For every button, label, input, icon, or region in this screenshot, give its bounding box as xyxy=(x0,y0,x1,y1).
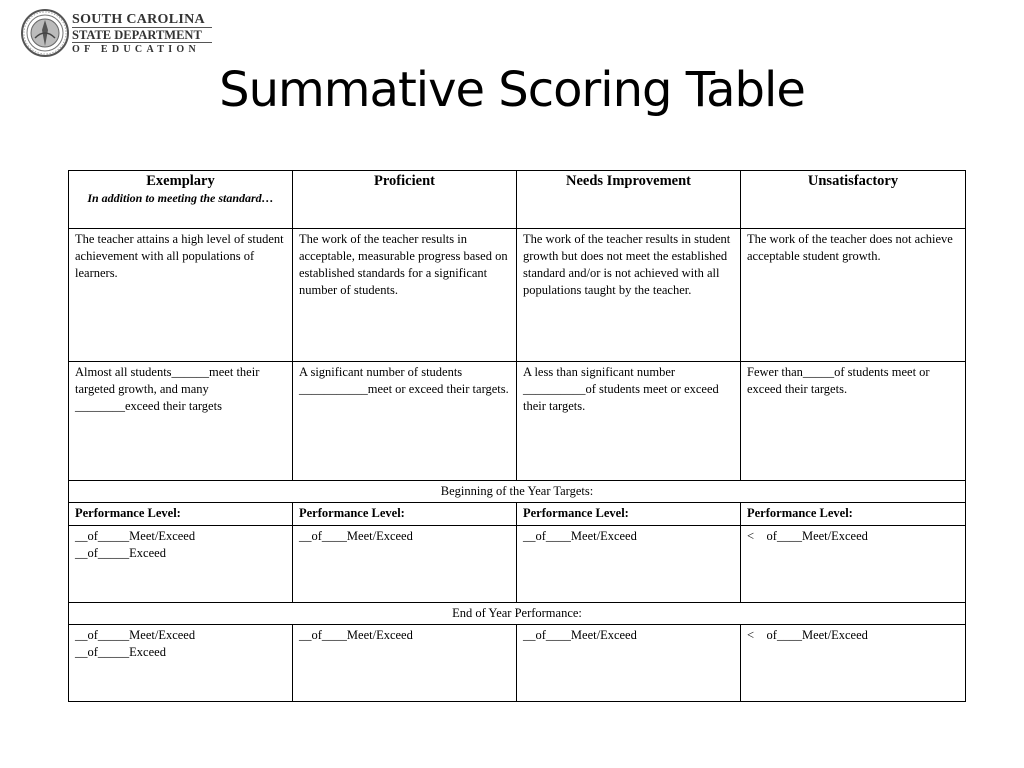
score-cell xyxy=(69,625,293,702)
score-line: __of_____Meet/Exceed xyxy=(75,529,196,543)
sc-department-logo xyxy=(20,8,210,60)
score-line: __of_____Meet/Exceed xyxy=(75,628,196,642)
score-line: < of____Meet/Exceed xyxy=(747,529,868,543)
header-needs-improvement xyxy=(517,171,741,229)
end-score-row xyxy=(69,625,966,702)
state-seal-icon xyxy=(20,8,70,58)
header-exemplary xyxy=(69,171,293,229)
header-unsatisfactory xyxy=(741,171,966,229)
score-line: < of____Meet/Exceed xyxy=(747,628,868,642)
beginning-of-year-label: Beginning of the Year Targets: xyxy=(69,481,966,503)
header-label: Exemplary xyxy=(146,173,215,189)
performance-level-row xyxy=(69,503,966,526)
description-cell: The work of the teacher does not achieve acceptable student growth. xyxy=(741,229,966,362)
end-band-row xyxy=(69,603,966,625)
logo-line-1: SOUTH CAROLINA xyxy=(72,12,212,28)
beginning-score-row xyxy=(69,526,966,603)
score-cell xyxy=(741,625,966,702)
score-cell xyxy=(293,526,517,603)
beginning-band-row xyxy=(69,481,966,503)
logo-line-3: OF EDUCATION xyxy=(72,44,200,55)
score-cell xyxy=(69,526,293,603)
target-row xyxy=(69,362,966,481)
target-cell: Fewer than_____of students meet or exceed their targets. xyxy=(741,362,966,481)
score-cell xyxy=(517,625,741,702)
description-cell: The work of the teacher results in student growth but does not meet the established standard and/or is not achieved with all populations taught by the teacher. xyxy=(517,229,741,362)
score-line: __of____Meet/Exceed xyxy=(523,529,637,543)
summative-scoring-table xyxy=(68,170,966,702)
target-cell: A less than significant number __________of students meet or exceed their targets. xyxy=(517,362,741,481)
description-row xyxy=(69,229,966,362)
score-cell xyxy=(517,526,741,603)
description-cell: The teacher attains a high level of student achievement with all populations of learners. xyxy=(69,229,293,362)
page-title: Summative Scoring Table xyxy=(219,62,805,118)
description-cell: The work of the teacher results in acceptable, measurable progress based on established standards for a significant number of students. xyxy=(293,229,517,362)
score-line: __of_____Exceed xyxy=(75,546,166,560)
score-line: __of____Meet/Exceed xyxy=(299,628,413,642)
header-row xyxy=(69,171,966,229)
header-proficient xyxy=(293,171,517,229)
score-line: __of____Meet/Exceed xyxy=(523,628,637,642)
end-of-year-label: End of Year Performance: xyxy=(69,603,966,625)
target-cell: A significant number of students ___________meet or exceed their targets. xyxy=(293,362,517,481)
score-line: __of____Meet/Exceed xyxy=(299,529,413,543)
performance-level-label: Performance Level: xyxy=(517,503,741,526)
performance-level-label: Performance Level: xyxy=(741,503,966,526)
header-sublabel: In addition to meeting the standard… xyxy=(87,191,274,205)
score-cell xyxy=(293,625,517,702)
performance-level-label: Performance Level: xyxy=(69,503,293,526)
score-line: __of_____Exceed xyxy=(75,645,166,659)
header-label: Needs Improvement xyxy=(566,173,691,189)
target-cell: Almost all students______meet their targeted growth, and many ________exceed their targets xyxy=(69,362,293,481)
header-label: Unsatisfactory xyxy=(807,173,899,189)
performance-level-label: Performance Level: xyxy=(293,503,517,526)
header-label: Proficient xyxy=(374,173,435,189)
logo-line-2: STATE DEPARTMENT xyxy=(72,28,212,43)
score-cell xyxy=(741,526,966,603)
